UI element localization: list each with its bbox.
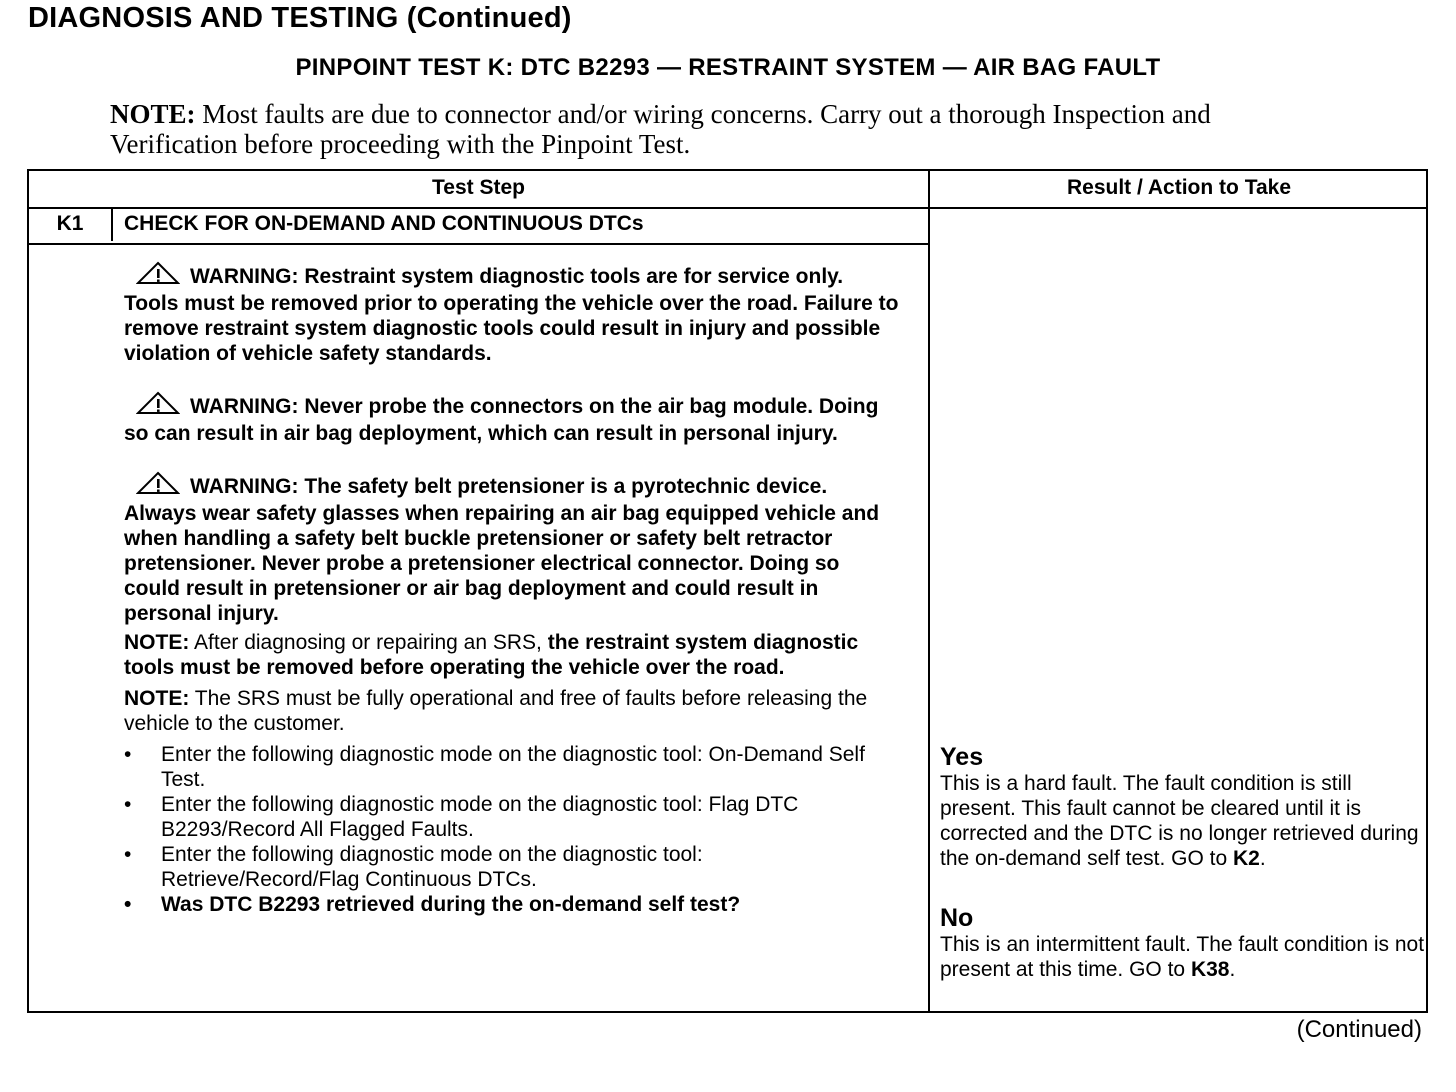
note-text: The SRS must be fully operational and free of faults before releasing the vehicle to the customer. — [124, 687, 868, 735]
bullet-icon: • — [124, 893, 132, 916]
result-no-end: . — [1229, 958, 1236, 981]
header-result-action: Result / Action to Take — [1066, 176, 1292, 199]
warning-block — [124, 471, 899, 626]
list-item — [124, 742, 899, 792]
continued-footer: (Continued) — [1296, 1016, 1422, 1043]
step-title: CHECK FOR ON-DEMAND AND CONTINUOUS DTCs — [124, 212, 644, 235]
result-yes-text: This is a hard fault. The fault condition is still present. This fault cannot be cleared until it is corrected and the DTC is no longer retrieved during the on-demand self test. GO to — [940, 772, 1419, 870]
result-yes-end: . — [1259, 847, 1266, 870]
warning-text: WARNING: Never probe the connectors on the air bag module. Doing so can result in air bag deployment, which can result in personal injury. — [124, 395, 879, 445]
warning-triangle-icon — [136, 261, 180, 291]
table-header-row — [29, 171, 1426, 209]
note-block — [124, 630, 899, 680]
warning-block — [124, 261, 899, 366]
pinpoint-test-table — [27, 169, 1428, 1013]
result-no-text: This is an intermittent fault. The fault condition is not present at this time. GO to — [940, 933, 1425, 981]
note-text: After diagnosing or repairing an SRS, — [194, 631, 542, 654]
list-item-text: Enter the following diagnostic mode on the diagnostic tool: Retrieve/Record/Flag Continuous DTCs. — [161, 843, 703, 891]
intro-note — [110, 99, 1240, 159]
intro-note-label: NOTE: — [110, 99, 196, 129]
step-id: K1 — [29, 207, 113, 241]
note-label: NOTE: — [124, 631, 190, 654]
warning-text: WARNING: Restraint system diagnostic tools are for service only. Tools must be removed prior to operating the vehicle over the road. Failure to remove restraint system diagnostic tools could result in injury and possible violation of vehicle safety standards. — [124, 265, 899, 365]
step-body — [124, 261, 899, 917]
note-block — [124, 686, 899, 736]
warning-block — [124, 391, 899, 446]
result-no-label: No — [940, 904, 974, 932]
list-item-text: Enter the following diagnostic mode on the diagnostic tool: Flag DTC B2293/Record All Flagged Faults. — [161, 793, 799, 841]
note-label: NOTE: — [124, 687, 190, 710]
result-yes — [940, 743, 1428, 871]
page-heading: DIAGNOSIS AND TESTING (Continued) — [28, 2, 572, 34]
list-item-text: Was DTC B2293 retrieved during the on-demand self test? — [161, 893, 741, 916]
goto-link-k38[interactable]: K38 — [1190, 958, 1230, 981]
list-item — [124, 792, 899, 842]
warning-text: WARNING: The safety belt pretensioner is a pyrotechnic device. Always wear safety glasses when repairing an air bag equipped vehicle and when handling a safety belt buckle pretensioner or safety belt retractor pretensioner. Never probe a pretensioner electrical connector. Doing so could result in pretensioner or air bag deployment and could result in personal injury. — [124, 475, 880, 625]
intro-note-text: Most faults are due to connector and/or wiring concerns. Carry out a thorough Inspection and Verification before proceeding with the Pinpoint Test. — [110, 99, 1211, 159]
list-item — [124, 842, 899, 892]
note-bold-text: the restraint system diagnostic tools must be removed before operating the vehicle over the road. — [124, 631, 859, 679]
bullet-icon: • — [124, 843, 132, 866]
column-divider — [928, 171, 930, 1011]
step-list — [124, 742, 899, 917]
result-yes-label: Yes — [940, 743, 984, 771]
bullet-icon: • — [124, 793, 132, 816]
result-no — [940, 904, 1428, 982]
bullet-icon: • — [124, 743, 132, 766]
warning-triangle-icon — [136, 471, 180, 501]
step-title-row — [29, 207, 928, 245]
goto-link-k2[interactable]: K2 — [1233, 847, 1260, 870]
list-item-question — [124, 892, 899, 917]
warning-triangle-icon — [136, 391, 180, 421]
header-test-step: Test Step — [432, 176, 525, 199]
pinpoint-test-title: PINPOINT TEST K: DTC B2293 — RESTRAINT SYSTEM — AIR BAG FAULT — [295, 54, 1161, 81]
list-item-text: Enter the following diagnostic mode on the diagnostic tool: On-Demand Self Test. — [161, 743, 865, 791]
